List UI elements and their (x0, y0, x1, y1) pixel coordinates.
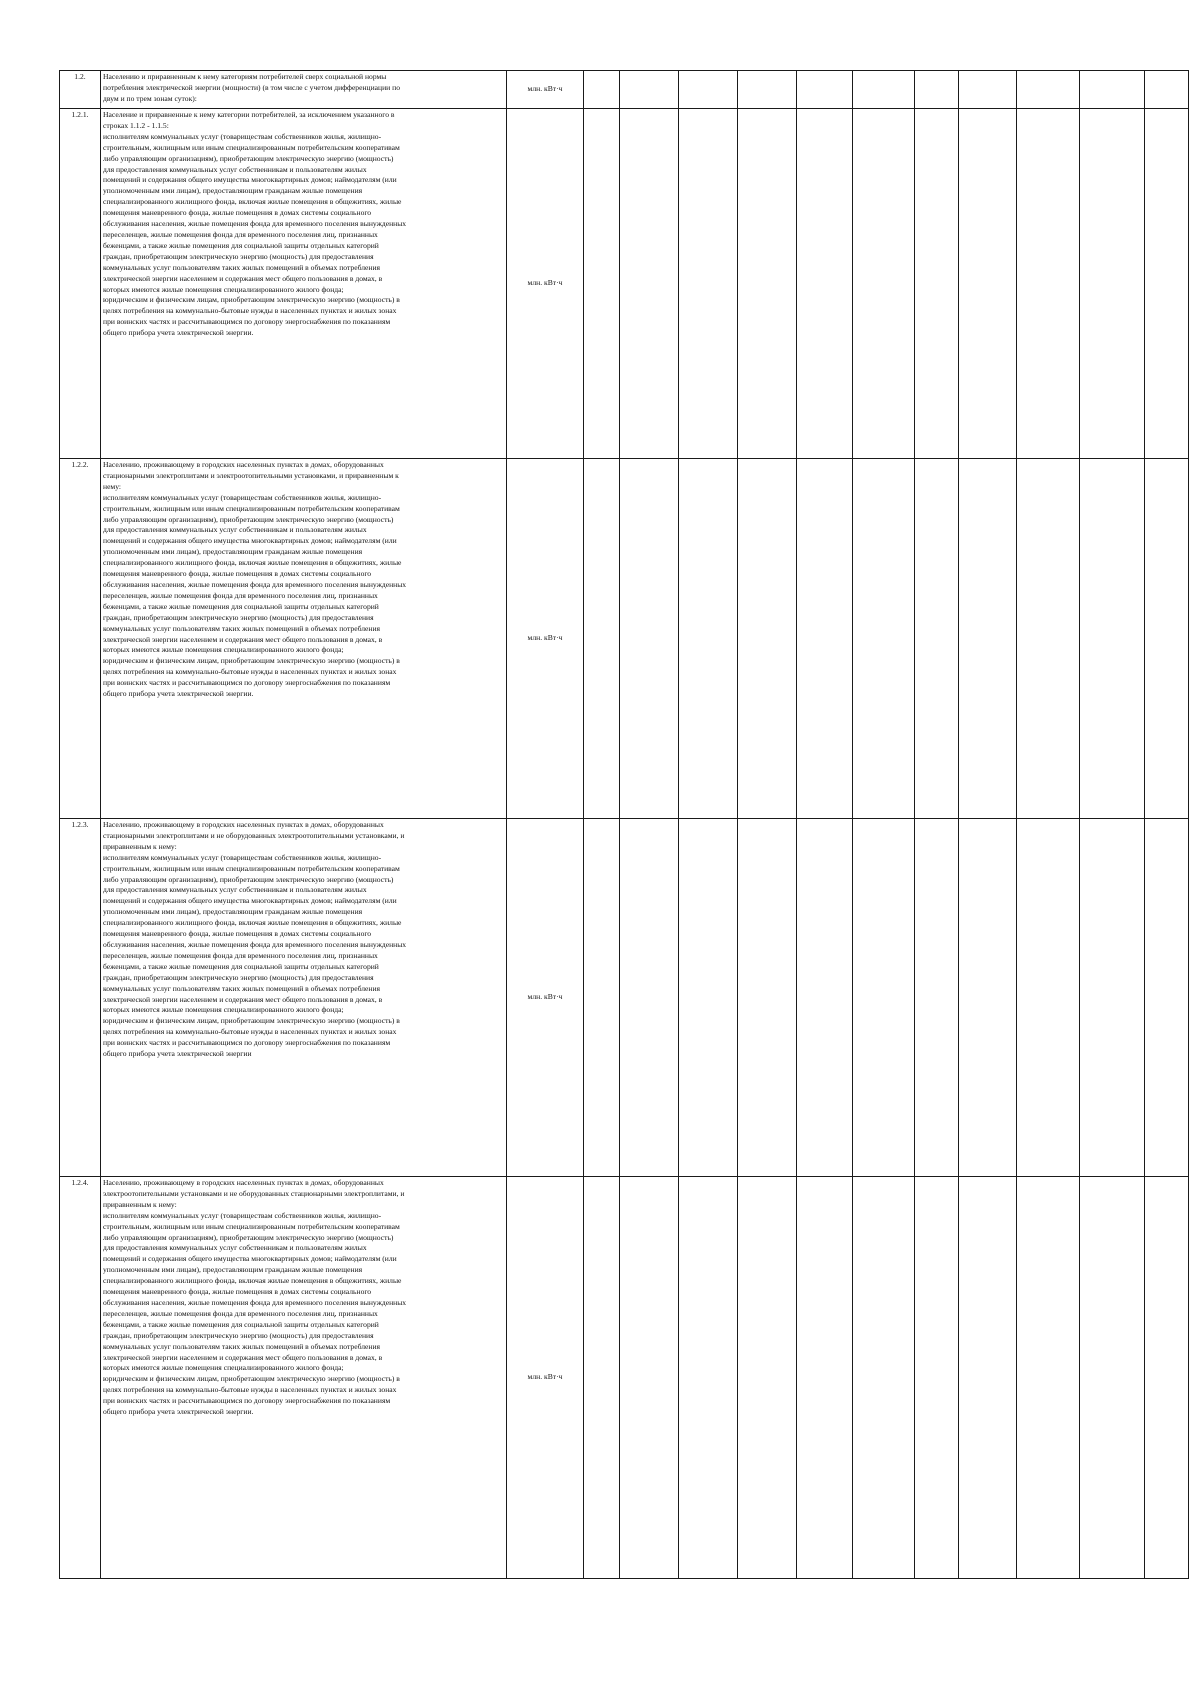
row-number: 1.2.1. (60, 109, 101, 459)
description-line: беженцами, а также жилые помещения для социальной защиты отдельных категорий (103, 1319, 379, 1329)
description-line: общего прибора учета электрической энергии (103, 1049, 252, 1059)
value-cell (584, 459, 620, 819)
description-line: уполномоченным ими лицам), предоставляющим гражданам жилые помещения (103, 186, 363, 196)
description-line: обслуживания населения, жилые помещения фонда для временного поселения вынужденных (103, 1297, 407, 1307)
value-cell (620, 1177, 679, 1579)
description-line: для предоставления коммунальных услуг собственникам и пользователям жилых (103, 885, 367, 895)
description-line: коммунальных услуг пользователям таких жилых помещений в объемах потребления (103, 623, 381, 633)
description-line: граждан, приобретающим электрическую энергию (мощность) для предоставления (103, 251, 374, 261)
value-cell (738, 71, 797, 109)
tariff-table (59, 70, 1189, 1579)
description-line: стационарными электроплитами и не оборудованных электроотопительными установками, и (103, 830, 405, 840)
value-cell (679, 109, 738, 459)
value-cell (959, 819, 1017, 1177)
value-cell (1017, 109, 1080, 459)
table-row (60, 1177, 1189, 1579)
table-row (60, 459, 1189, 819)
description-line: Населению, проживающему в городских населенных пунктах в домах, оборудованных (103, 460, 384, 469)
description-line: коммунальных услуг пользователям таких жилых помещений в объемах потребления (103, 1341, 381, 1351)
description-line: для предоставления коммунальных услуг собственникам и пользователям жилых (103, 164, 367, 174)
description-line: приравненным к нему: (103, 1199, 177, 1209)
value-cell (1145, 71, 1189, 109)
description-line: которых имеются жилые помещения специализированного жилого фонда; (103, 284, 344, 294)
value-cell (738, 819, 797, 1177)
description-line: помещений и содержания общего имущества многоквартирных домов; наймодателям (или (103, 1254, 397, 1264)
description-line: уполномоченным ими лицам), предоставляющим гражданам жилые помещения (103, 547, 363, 557)
description-line: помещений и содержания общего имущества многоквартирных домов; наймодателям (или (103, 536, 397, 546)
description-line: целях потребления на коммунально-бытовые нужды в населенных пунктах и жилых зонах (103, 306, 397, 316)
description-line: помещения маневренного фонда, жилые помещения в домах системы социального (103, 929, 372, 939)
description-line: потребления электрической энергии (мощности) (в том числе с учетом дифференциации по (103, 82, 400, 92)
value-cell (1080, 109, 1145, 459)
value-cell (853, 459, 915, 819)
value-cell (1017, 1177, 1080, 1579)
value-cell (915, 459, 959, 819)
description-line: целях потребления на коммунально-бытовые нужды в населенных пунктах и жилых зонах (103, 1385, 397, 1395)
row-unit: млн. кВт·ч (507, 71, 584, 109)
description-line: исполнителям коммунальных услуг (товариществам собственников жилья, жилищно- (103, 852, 382, 862)
description-line: переселенцев, жилые помещения фонда для временного поселения лиц, признанных (103, 229, 378, 239)
description-line: помещения маневренного фонда, жилые помещения в домах системы социального (103, 569, 372, 579)
description-line: либо управляющим организациям), приобретающим электрическую энергию (мощность) (103, 153, 394, 163)
description-line: двум и по трем зонам суток): (103, 93, 197, 103)
value-cell (1145, 819, 1189, 1177)
value-cell (738, 109, 797, 459)
value-cell (1145, 109, 1189, 459)
row-description (101, 109, 507, 459)
description-line: целях потребления на коммунально-бытовые нужды в населенных пунктах и жилых зонах (103, 1027, 397, 1037)
description-line: беженцами, а также жилые помещения для социальной защиты отдельных категорий (103, 240, 379, 250)
description-line: приравненным к нему: (103, 841, 177, 851)
description-line: для предоставления коммунальных услуг собственникам и пользователям жилых (103, 1243, 367, 1253)
description-line: Населению, проживающему в городских населенных пунктах в домах, оборудованных (103, 820, 384, 829)
description-line: обслуживания населения, жилые помещения фонда для временного поселения вынужденных (103, 219, 407, 229)
value-cell (620, 819, 679, 1177)
description-line: Населению, проживающему в городских населенных пунктах в домах, оборудованных (103, 1178, 384, 1187)
value-cell (679, 1177, 738, 1579)
table-body (60, 71, 1189, 1579)
description-line: беженцами, а также жилые помещения для социальной защиты отдельных категорий (103, 961, 379, 971)
value-cell (915, 71, 959, 109)
description-line: коммунальных услуг пользователям таких жилых помещений в объемах потребления (103, 983, 381, 993)
value-cell (584, 109, 620, 459)
value-cell (959, 109, 1017, 459)
row-unit: млн. кВт·ч (507, 819, 584, 1177)
row-number: 1.2.2. (60, 459, 101, 819)
description-line: граждан, приобретающим электрическую энергию (мощность) для предоставления (103, 1330, 374, 1340)
description-line: переселенцев, жилые помещения фонда для временного поселения лиц, признанных (103, 950, 378, 960)
row-unit: млн. кВт·ч (507, 109, 584, 459)
table-row (60, 109, 1189, 459)
description-line: строках 1.1.2 - 1.1.5: (103, 120, 169, 130)
description-line: которых имеются жилые помещения специализированного жилого фонда; (103, 645, 344, 655)
description-line: уполномоченным ими лицам), предоставляющим гражданам жилые помещения (103, 907, 363, 917)
description-line: строительным, жилищным или иным специализированным потребительским кооперативам (103, 142, 400, 152)
description-line: обслуживания населения, жилые помещения фонда для временного поселения вынужденных (103, 579, 407, 589)
value-cell (797, 819, 853, 1177)
description-line: переселенцев, жилые помещения фонда для временного поселения лиц, признанных (103, 1308, 378, 1318)
description-line: строительным, жилищным или иным специализированным потребительским кооперативам (103, 863, 400, 873)
description-line: специализированного жилищного фонда, включая жилые помещения в общежитиях, жилые (103, 1276, 402, 1286)
value-cell (584, 71, 620, 109)
value-cell (1145, 459, 1189, 819)
row-number: 1.2.4. (60, 1177, 101, 1579)
description-line: либо управляющим организациям), приобретающим электрическую энергию (мощность) (103, 874, 394, 884)
description-line: специализированного жилищного фонда, включая жилые помещения в общежитиях, жилые (103, 197, 402, 207)
description-line: граждан, приобретающим электрическую энергию (мощность) для предоставления (103, 972, 374, 982)
description-line: общего прибора учета электрической энергии. (103, 689, 254, 699)
value-cell (797, 1177, 853, 1579)
value-cell (679, 459, 738, 819)
value-cell (1080, 819, 1145, 1177)
description-line: при воинских частях и рассчитывающимся по договору энергоснабжения по показаниям (103, 1038, 391, 1048)
value-cell (1080, 71, 1145, 109)
description-line: исполнителям коммунальных услуг (товариществам собственников жилья, жилищно- (103, 131, 382, 141)
row-unit: млн. кВт·ч (507, 459, 584, 819)
description-line: электрической энергии населением и содержания мест общего пользования в домах, в (103, 634, 383, 644)
description-line: помещений и содержания общего имущества многоквартирных домов; наймодателям (или (103, 896, 397, 906)
value-cell (620, 109, 679, 459)
value-cell (679, 71, 738, 109)
description-line: электроотопительными установками и не оборудованных стационарными электроплитами, и (103, 1188, 405, 1198)
description-line: строительным, жилищным или иным специализированным потребительским кооперативам (103, 503, 400, 513)
description-line: при воинских частях и рассчитывающимся по договору энергоснабжения по показаниям (103, 678, 391, 688)
value-cell (1080, 1177, 1145, 1579)
description-line: которых имеются жилые помещения специализированного жилого фонда; (103, 1005, 344, 1015)
description-line: общего прибора учета электрической энергии. (103, 328, 254, 338)
table-row (60, 819, 1189, 1177)
description-line: электрической энергии населением и содержания мест общего пользования в домах, в (103, 1352, 383, 1362)
value-cell (853, 819, 915, 1177)
row-description (101, 71, 507, 109)
value-cell (620, 459, 679, 819)
description-line: при воинских частях и рассчитывающимся по договору энергоснабжения по показаниям (103, 317, 391, 327)
value-cell (959, 71, 1017, 109)
description-line: помещения маневренного фонда, жилые помещения в домах системы социального (103, 208, 372, 218)
description-line: помещений и содержания общего имущества многоквартирных домов; наймодателям (или (103, 175, 397, 185)
description-line: строительным, жилищным или иным специализированным потребительским кооперативам (103, 1221, 400, 1231)
description-line: переселенцев, жилые помещения фонда для временного поселения лиц, признанных (103, 590, 378, 600)
value-cell (1017, 459, 1080, 819)
row-description (101, 459, 507, 819)
description-line: специализированного жилищного фонда, включая жилые помещения в общежитиях, жилые (103, 918, 402, 928)
description-line: специализированного жилищного фонда, включая жилые помещения в общежитиях, жилые (103, 558, 402, 568)
description-line: юридическим и физическим лицам, приобретающим электрическую энергию (мощность) в (103, 656, 400, 666)
description-line: либо управляющим организациям), приобретающим электрическую энергию (мощность) (103, 514, 394, 524)
description-line: юридическим и физическим лицам, приобретающим электрическую энергию (мощность) в (103, 295, 400, 305)
value-cell (797, 71, 853, 109)
description-line: юридическим и физическим лицам, приобретающим электрическую энергию (мощность) в (103, 1374, 400, 1384)
description-line: Населению и приравненным к нему категориям потребителей сверх социальной нормы (103, 72, 387, 81)
value-cell (584, 819, 620, 1177)
description-line: юридическим и физическим лицам, приобретающим электрическую энергию (мощность) в (103, 1016, 400, 1026)
value-cell (1080, 459, 1145, 819)
description-line: электрической энергии населением и содержания мест общего пользования в домах, в (103, 994, 383, 1004)
table-row (60, 71, 1189, 109)
value-cell (915, 819, 959, 1177)
description-line: обслуживания населения, жилые помещения фонда для временного поселения вынужденных (103, 939, 407, 949)
value-cell (853, 71, 915, 109)
description-line: уполномоченным ими лицам), предоставляющим гражданам жилые помещения (103, 1265, 363, 1275)
description-line: стационарными электроплитами и электроотопительными установками, и приравненным к (103, 470, 399, 480)
description-line: исполнителям коммунальных услуг (товариществам собственников жилья, жилищно- (103, 492, 382, 502)
description-line: граждан, приобретающим электрическую энергию (мощность) для предоставления (103, 612, 374, 622)
description-line: коммунальных услуг пользователям таких жилых помещений в объемах потребления (103, 262, 381, 272)
row-number: 1.2.3. (60, 819, 101, 1177)
row-unit: млн. кВт·ч (507, 1177, 584, 1579)
value-cell (738, 459, 797, 819)
value-cell (915, 1177, 959, 1579)
description-line: электрической энергии населением и содержания мест общего пользования в домах, в (103, 273, 383, 283)
value-cell (1145, 1177, 1189, 1579)
value-cell (1017, 71, 1080, 109)
value-cell (738, 1177, 797, 1579)
description-line: нему: (103, 481, 122, 491)
description-line: целях потребления на коммунально-бытовые нужды в населенных пунктах и жилых зонах (103, 667, 397, 677)
description-line: общего прибора учета электрической энергии. (103, 1407, 254, 1417)
description-line: для предоставления коммунальных услуг собственникам и пользователям жилых (103, 525, 367, 535)
description-line: помещения маневренного фонда, жилые помещения в домах системы социального (103, 1287, 372, 1297)
value-cell (959, 459, 1017, 819)
description-line: при воинских частях и рассчитывающимся по договору энергоснабжения по показаниям (103, 1396, 391, 1406)
value-cell (853, 1177, 915, 1579)
value-cell (853, 109, 915, 459)
description-line: либо управляющим организациям), приобретающим электрическую энергию (мощность) (103, 1232, 394, 1242)
value-cell (915, 109, 959, 459)
description-line: Население и приравненные к нему категории потребителей, за исключением указанного в (103, 110, 395, 119)
value-cell (679, 819, 738, 1177)
row-description (101, 819, 507, 1177)
description-line: исполнителям коммунальных услуг (товариществам собственников жилья, жилищно- (103, 1210, 382, 1220)
value-cell (1017, 819, 1080, 1177)
value-cell (797, 109, 853, 459)
description-line: беженцами, а также жилые помещения для социальной защиты отдельных категорий (103, 601, 379, 611)
row-description (101, 1177, 507, 1579)
description-line: которых имеются жилые помещения специализированного жилого фонда; (103, 1363, 344, 1373)
row-number: 1.2. (60, 71, 101, 109)
value-cell (620, 71, 679, 109)
value-cell (584, 1177, 620, 1579)
value-cell (959, 1177, 1017, 1579)
value-cell (797, 459, 853, 819)
